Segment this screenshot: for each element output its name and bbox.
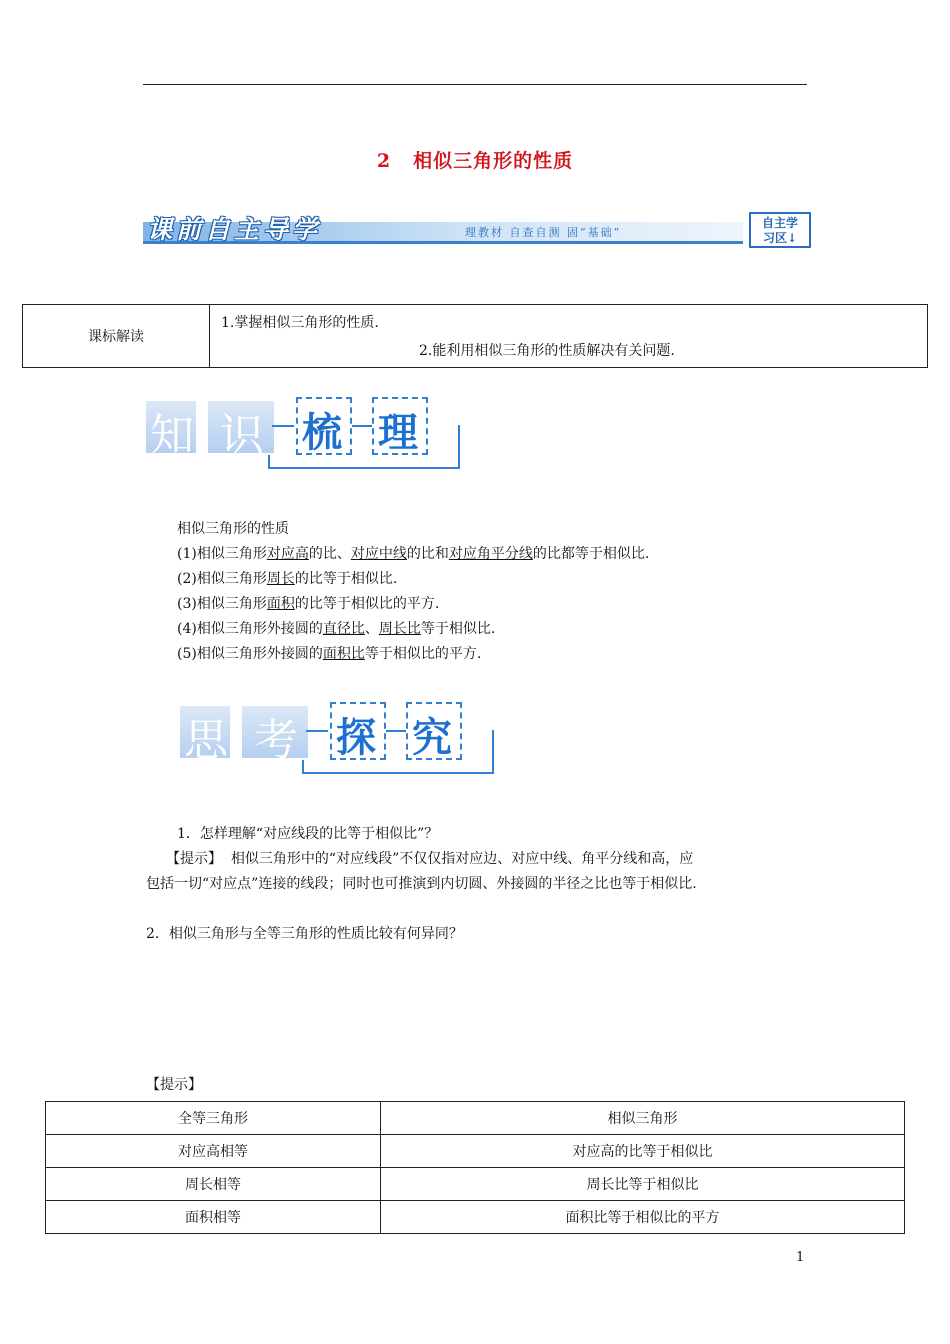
connector-line-2 [386,730,406,732]
page-number: 1 [796,1250,805,1265]
blank-answer: 对应高 [266,546,309,562]
hint-1-line-1 [166,847,816,872]
table-row [46,1168,905,1201]
text: 等于相似比的平方. [364,646,482,662]
table-header-row [46,1102,905,1135]
standard-content [210,305,928,368]
table-cell: 周长比等于相似比 [381,1168,905,1201]
pale-char-1: 思 [184,715,228,766]
banner-title: 课前自主导学 [147,215,322,244]
text: (3)相似三角形 [177,596,267,612]
page-title [0,146,950,173]
connector-line-2 [352,425,372,427]
blank-answer: 面积 [266,596,295,612]
text: 、 [364,621,379,637]
table-cell: 周长相等 [46,1168,381,1201]
question-1: 1．怎样理解“对应线段的比等于相似比”？ [177,826,439,842]
text: 的比等于相似比. [294,571,398,587]
title-text: 相似三角形的性质 [413,150,574,172]
text: (1)相似三角形 [177,546,267,562]
table-cell: 对应高相等 [46,1135,381,1168]
blank-answer: 对应角平分线 [448,546,533,562]
frame-right [428,425,460,469]
standard-label: 课标解读 [23,305,210,368]
text: (4)相似三角形外接圆的 [177,621,323,637]
table-header-cell: 全等三角形 [46,1102,381,1135]
frame-bottom [302,760,464,774]
question-2: 2．相似三角形与全等三角形的性质比较有何异同？ [146,926,463,942]
text: 等于相似比. [420,621,496,637]
section-explore-header [180,702,500,782]
hint-1-line-2: 包括一切“对应点”连接的线段；同时也可推演到内切圆、外接圆的半径之比也等于相似比. [146,876,697,892]
blank-answer: 对应中线 [350,546,407,562]
frame-right [462,730,494,774]
table-cell: 面积相等 [46,1201,381,1234]
bold-char-2: 究 [412,715,452,761]
text: 的比等于相似比的平方. [294,596,440,612]
connector-line [272,425,294,427]
bold-char-2: 理 [378,410,418,456]
top-rule [143,84,807,85]
section-number: 2 [376,150,392,172]
pale-char-2: 识 [220,410,264,461]
pale-char-1: 知 [150,410,194,461]
standard-table [22,304,928,368]
text: 的比和 [406,546,449,562]
knowledge-line-3 [177,592,439,617]
text: 的比都等于相似比. [532,546,650,562]
table-cell: 面积比等于相似比的平方 [381,1201,905,1234]
badge-line2: 习区↓ [762,231,798,245]
pale-char-2: 考 [254,715,298,766]
knowledge-line-2 [177,567,397,592]
blank-answer: 周长 [266,571,295,587]
table-row [46,1135,905,1168]
table-row [46,1201,905,1234]
connector-line [306,730,328,732]
knowledge-line-1 [177,542,649,567]
banner-subtitle: 理教材 自查自测 固“基础” [465,226,622,239]
standard-item-2: 2.能利用相似三角形的性质解决有关问题. [419,343,675,359]
hint-text: 相似三角形中的“对应线段”不仅仅指对应边、对应中线、角平分线和高，应 [230,851,694,867]
table-header-cell: 相似三角形 [381,1102,905,1135]
compare-table [45,1101,905,1234]
text: (2)相似三角形 [177,571,267,587]
hint-2-label: 【提示】 [146,1077,202,1093]
bold-char-1: 梳 [302,410,342,456]
bold-char-1: 探 [336,715,376,761]
badge-line1: 自主学 [761,216,798,230]
blank-answer: 周长比 [378,621,421,637]
blank-answer: 面积比 [322,646,365,662]
preclass-banner [143,210,814,250]
hint-label: 【提示】 [166,851,222,867]
text: 的比、 [308,546,351,562]
banner-badge [749,212,811,248]
table-cell: 对应高的比等于相似比 [381,1135,905,1168]
knowledge-line-4 [177,617,495,642]
blank-answer: 直径比 [322,621,365,637]
standard-item-1: 1.掌握相似三角形的性质. [221,315,379,331]
knowledge-line-5 [177,642,481,667]
frame-bottom [268,455,430,469]
text: (5)相似三角形外接圆的 [177,646,323,662]
section-knowledge-header [146,397,466,477]
knowledge-heading: 相似三角形的性质 [177,521,289,537]
